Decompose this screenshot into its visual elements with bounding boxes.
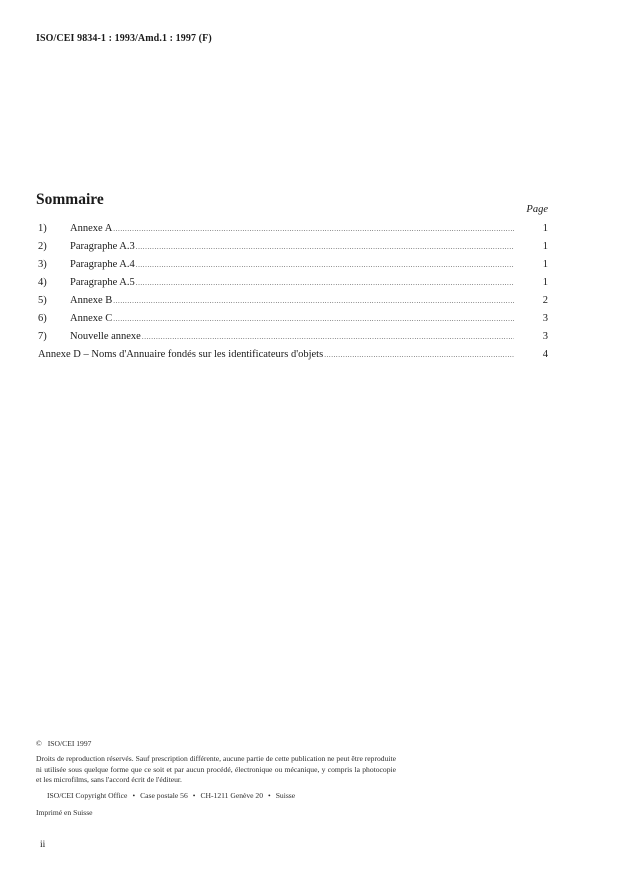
toc-entry-page: 1 xyxy=(542,223,548,234)
toc-entry-page: 2 xyxy=(542,295,548,306)
toc-entry[interactable] xyxy=(38,313,548,331)
toc-entry-label: Annexe A xyxy=(70,223,113,234)
toc-leader-dots xyxy=(142,333,514,341)
toc-leader-dots xyxy=(136,243,514,251)
copyright-line xyxy=(36,739,396,750)
copyright-block xyxy=(36,739,396,819)
toc-entry-number: 6) xyxy=(38,313,47,324)
toc-entry-label: Paragraphe A.5 xyxy=(70,277,135,288)
copyright-holder: ISO/CEI 1997 xyxy=(47,739,92,748)
toc-entry-page: 1 xyxy=(542,259,548,270)
toc-entry-page: 1 xyxy=(542,277,548,288)
toc-leader-dots xyxy=(113,225,514,233)
toc-entry-number: 3) xyxy=(38,259,47,270)
toc-entry[interactable] xyxy=(38,223,548,241)
toc-entry-number: 4) xyxy=(38,277,47,288)
page-number: ii xyxy=(40,840,46,850)
toc-entry-label: Paragraphe A.3 xyxy=(70,241,135,252)
copyright-office-address xyxy=(47,791,396,802)
toc-entry-page: 3 xyxy=(542,313,548,324)
toc-leader-dots xyxy=(136,279,514,287)
toc-entry[interactable] xyxy=(38,331,548,349)
toc-entry-number: 7) xyxy=(38,331,47,342)
toc-entry-number: 1) xyxy=(38,223,47,234)
printed-in: Imprimé en Suisse xyxy=(36,807,93,817)
copyright-rights-text: Droits de reproduction réservés. Sauf prescription différente, aucune partie de cette publication ne peut être reproduite ni utilisée sous quelque forme que ce soit et par aucun procédé, électronique ou mécanique, y compris la photocopie et les microfilms, sans l'accord écrit de l'éditeur. xyxy=(36,753,396,785)
toc-entry-label: Nouvelle annexe xyxy=(70,331,141,342)
bullet-separator: • xyxy=(132,791,136,801)
bullet-separator: • xyxy=(268,791,271,801)
office-name: ISO/CEI Copyright Office xyxy=(47,791,128,801)
toc-entry[interactable] xyxy=(38,295,548,313)
office-city: CH-1211 Genève 20 xyxy=(200,791,264,801)
table-of-contents xyxy=(38,223,548,367)
toc-entry-annexe-d[interactable] xyxy=(38,349,548,367)
page-column-label: Page xyxy=(526,204,548,215)
toc-leader-dots xyxy=(113,315,514,323)
toc-entry-number: 5) xyxy=(38,295,47,306)
copyright-symbol: © xyxy=(36,739,42,748)
office-country: Suisse xyxy=(275,791,296,801)
toc-leader-dots xyxy=(113,297,514,305)
toc-entry[interactable] xyxy=(38,277,548,295)
office-postbox: Case postale 56 xyxy=(140,791,188,801)
toc-entry[interactable] xyxy=(38,259,548,277)
document-reference: ISO/CEI 9834-1 : 1993/Amd.1 : 1997 (F) xyxy=(36,33,212,44)
toc-entry-label: Annexe D – Noms d'Annuaire fondés sur les identificateurs d'objets xyxy=(38,349,324,360)
toc-entry-label: Annexe C xyxy=(70,313,113,324)
toc-entry-label: Paragraphe A.4 xyxy=(70,259,135,270)
toc-entry-label: Annexe B xyxy=(70,295,113,306)
bullet-separator: • xyxy=(192,791,196,801)
toc-entry-page: 4 xyxy=(542,349,548,360)
toc-entry-number: 2) xyxy=(38,241,47,252)
toc-leader-dots xyxy=(324,351,514,359)
toc-entry-page: 1 xyxy=(542,241,548,252)
toc-title: Sommaire xyxy=(36,191,104,208)
toc-leader-dots xyxy=(136,261,514,269)
toc-entry-page: 3 xyxy=(542,331,548,342)
toc-entry[interactable] xyxy=(38,241,548,259)
